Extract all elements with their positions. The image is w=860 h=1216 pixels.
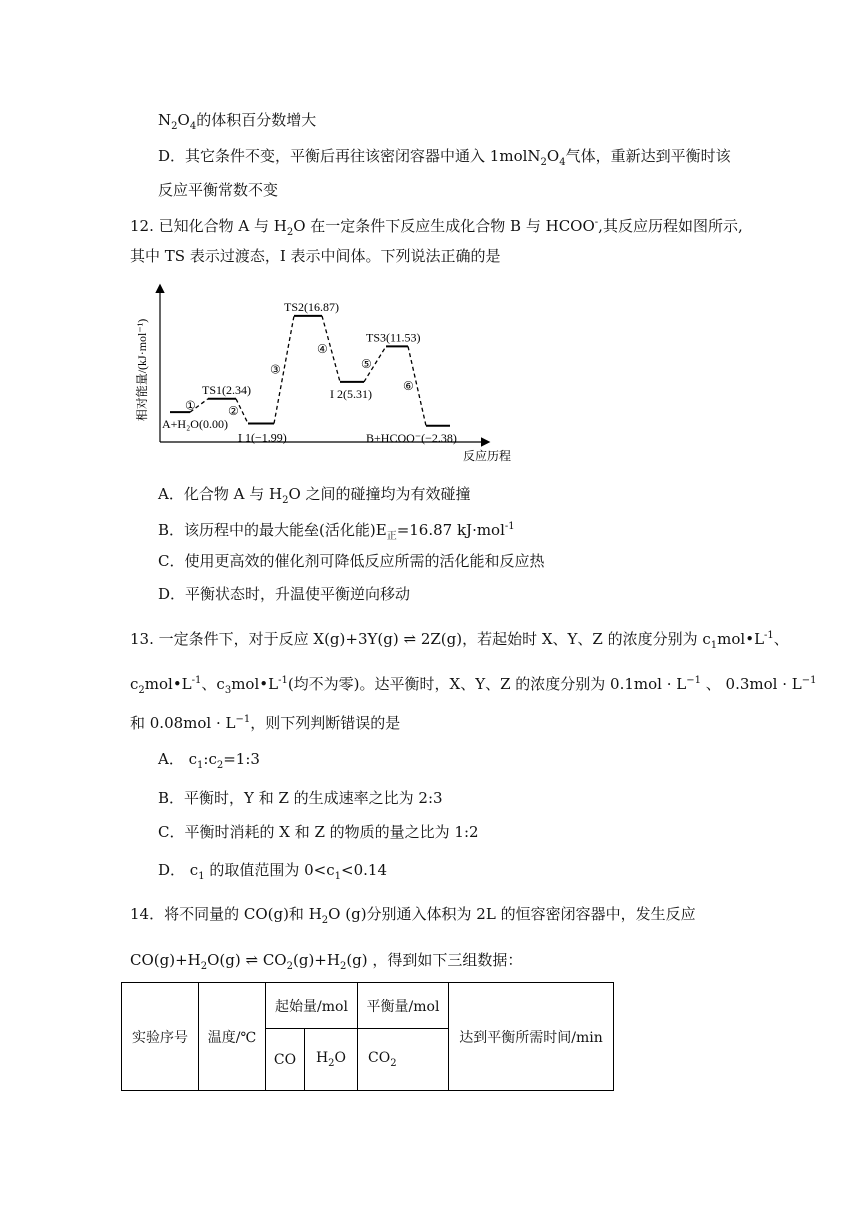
q12-stem-line2: 其中 TS 表示过渡态，I 表示中间体。下列说法正确的是 [130,247,501,265]
text: O [334,1050,347,1067]
text: 的体积百分数增大 [196,111,317,129]
subscript: 1 [710,640,718,651]
subscript: 2 [200,961,208,972]
subscript: 2 [171,121,178,132]
prev-option-d [158,146,731,173]
subscript: 2 [390,1057,397,1069]
step-marker: ③ [270,362,281,377]
text: <0.14 [341,861,387,879]
energy-level-label: I 2(5.31) [330,386,372,401]
text: 的取值范围为 0<c [204,861,335,879]
superscript: -1 [191,675,202,686]
x-axis-label: 反应历程 [463,449,512,463]
header-seq: 实验序号 [122,983,199,1091]
header-eq-amount: 平衡量/mol [358,983,449,1029]
experiment-table [121,982,614,1091]
text: 、c [201,675,225,693]
header-co2 [358,1029,449,1091]
superscript: -1 [278,675,288,686]
text: CO(g)+H [130,951,201,969]
equilibrium-arrow-icon: ⇌ [245,951,259,969]
text: 14．将不同量的 CO(g)和 H [130,905,322,923]
energy-level-label: I 1(−1.99) [238,430,287,445]
text: =1:3 [223,750,260,768]
energy-level-label: A+H₂O(0.00) [162,417,228,432]
q14-stem-line1 [130,904,696,931]
step-marker: ⑥ [403,379,414,394]
subscript: 2 [286,227,294,238]
energy-level-label: TS2(16.87) [284,299,339,314]
subscript: 正 [386,531,397,542]
text: 、 0.3mol · L [700,675,802,693]
subscript: 2 [339,961,347,972]
q13-option-b: B．平衡时，Y 和 Z 的生成速率之比为 2:3 [158,789,443,807]
subscript: 2 [216,760,224,771]
header-temp: 温度/℃ [199,983,266,1091]
text: O (g)分别通入体积为 2L 的恒容密闭容器中，发生反应 [328,905,696,923]
header-start-amount: 起始量/mol [266,983,358,1029]
superscript: −1 [801,675,817,686]
subscript: 2 [540,157,547,168]
text: B．该历程中的最大能垒(活化能)E [158,521,387,539]
superscript: -1 [504,521,515,532]
subscript: 1 [198,871,205,882]
text: O [546,147,560,165]
text: 13. 一定条件下，对于反应 X(g)+3Y(g) [130,630,404,648]
text: mol•L [717,630,765,648]
subscript: 3 [224,685,232,696]
energy-level-label: B+HCOO⁻(−2.38) [366,430,457,445]
text: =16.87 kJ·mol [396,521,505,539]
subscript: 2 [328,1057,335,1069]
text: c [130,675,139,693]
text: CO [258,951,287,969]
text: D．其它条件不变，平衡后再往该密闭容器中通入 1molN [158,147,541,165]
text: A． c [158,750,198,768]
text: CO [368,1050,391,1067]
text: A．化合物 A 与 H [158,485,283,503]
superscript: −1 [235,714,251,725]
prev-option-d-line2: 反应平衡常数不变 [158,181,279,199]
text: 、 [773,630,789,648]
text: O(g) [207,951,246,969]
subscript: 4 [559,157,566,168]
text: (g)+H [292,951,340,969]
subscript: 2 [286,961,293,972]
step-marker: ⑤ [361,357,372,372]
header-time: 达到平衡所需时间/min [449,983,614,1091]
text: O [177,111,190,129]
q13-stem-line2 [130,671,816,701]
q13-option-a [158,749,260,776]
y-axis-label: 相对能量/(kJ·mol⁻¹) [135,318,149,422]
subscript: 2 [321,915,329,926]
superscript: - [594,217,599,228]
text: (均不为零)。达平衡时，X、Y、Z 的浓度分别为 0.1mol · L [287,675,687,693]
text: 12. 已知化合物 A 与 H [130,217,287,235]
q12-option-d: D．平衡状态时，升温使平衡逆向移动 [158,585,411,603]
q12-stem-line1 [130,213,743,243]
step-marker: ④ [317,341,328,356]
q14-stem-line2 [130,950,522,977]
prev-option-c-continuation [158,110,316,137]
text: :c [203,750,217,768]
text: 和 0.08mol · L [130,714,236,732]
superscript: −1 [686,675,701,686]
text: 气体，重新达到平衡时该 [565,147,731,165]
text: H [315,1050,329,1067]
energy-level-label: TS1(2.34) [202,382,251,397]
text: D． c [158,861,199,879]
q12-option-a [158,484,471,511]
text: mol•L [144,675,192,693]
q13-stem-line3 [130,710,400,733]
text: N [158,111,172,129]
text: (g) ，得到如下三组数据： [346,951,523,969]
subscript: 4 [189,121,197,132]
chart-marks [162,300,457,445]
q13-option-d [158,860,387,887]
header-h2o [305,1029,358,1091]
subscript: 1 [197,760,204,771]
q13-option-c: C．平衡时消耗的 X 和 Z 的物质的量之比为 1:2 [158,823,479,841]
text: mol•L [231,675,279,693]
subscript: 1 [334,871,342,882]
q12-option-b [158,517,515,547]
step-marker: ① [185,398,196,413]
energy-level-label: TS3(11.53) [366,330,421,345]
energy-profile-chart [128,280,512,470]
text: ，则下列判断错误的是 [250,714,401,732]
text: O 在一定条件下反应生成化合物 B 与 HCOO [293,217,595,235]
equilibrium-arrow-icon: ⇌ [403,630,417,648]
subscript: 2 [282,495,289,506]
text: O 之间的碰撞均为有效碰撞 [288,485,471,503]
step-marker: ② [228,404,239,419]
q12-option-c: C．使用更高效的催化剂可降低反应所需的活化能和反应热 [158,552,545,570]
header-co: CO [266,1029,305,1091]
subscript: 2 [138,685,145,696]
q13-stem-line1 [130,626,789,656]
superscript: -1 [764,630,774,641]
text: 2Z(g)，若起始时 X、Y、Z 的浓度分别为 c [416,630,711,648]
text: ,其反应历程如图所示, [598,217,743,235]
